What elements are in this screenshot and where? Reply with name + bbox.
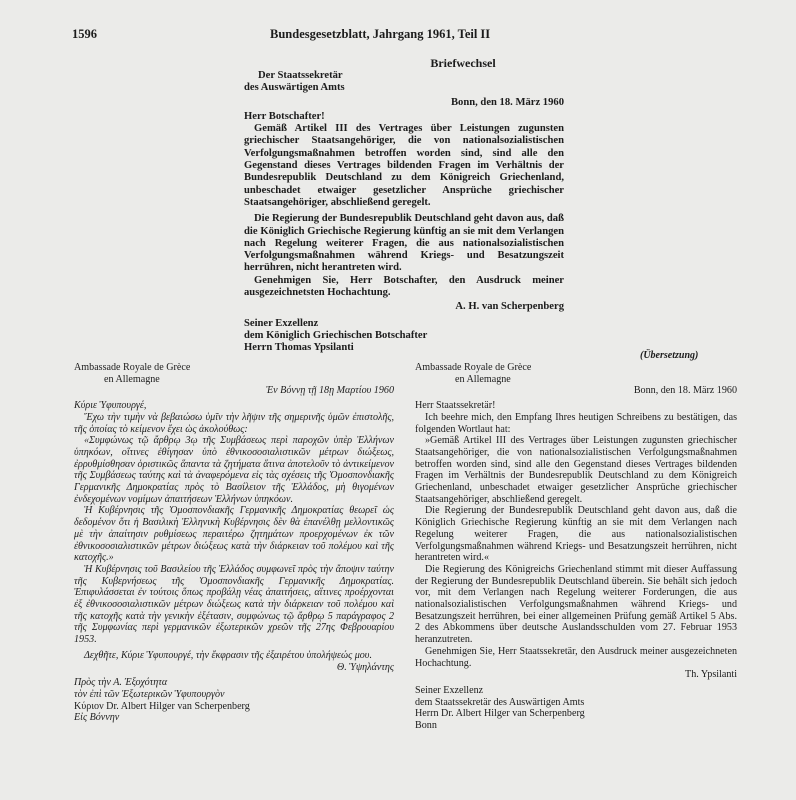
letter-date: Bonn, den 18. März 1960 bbox=[450, 96, 564, 108]
letter-paragraph: »Gemäß Artikel III des Vertrages über Leistungen zugunsten griechischer Staatsangehöriger, die von nationalsozialistischen Verfolgungsmaßnahmen betroffen worden sind, sind alle den Gegenstand dieses Vertrages bildenden Fragen im Verhältnis der Bundesrepublik Deutschland zu dem Königreich Griechenland, unbeschadet etwaiger gesetzlicher Ansprüche griechischer Staatsangehöriger, abschließend geregelt. bbox=[415, 435, 737, 505]
greek-letter bbox=[74, 362, 394, 724]
letter-paragraph: Genehmigen Sie, Herr Botschafter, den Ausdruck meiner ausgezeichnetsten Hochachtung. bbox=[244, 274, 564, 299]
german-letter bbox=[244, 70, 564, 355]
salutation: Herr Botschafter! bbox=[244, 110, 325, 122]
gazette-title: Bundesgesetzblatt, Jahrgang 1961, Teil II bbox=[270, 27, 491, 41]
addressee-line: τὸν ἐπὶ τῶν Ἐξωτερικῶν Ὑφυπουργὸν bbox=[74, 688, 225, 700]
letter-date: Ἐν Βόννῃ τῇ 18ῃ Μαρτίου 1960 bbox=[266, 385, 394, 397]
signature: Th. Ypsilanti bbox=[685, 669, 737, 681]
addressee-line: Herrn Thomas Ypsilanti bbox=[244, 342, 354, 354]
letter-paragraph: Ich beehre mich, den Empfang Ihres heutigen Schreibens zu bestätigen, das folgenden Wortlaut hat: bbox=[415, 411, 737, 435]
letter-paragraph: «Συμφώνως τῷ ἄρθρῳ 3ῳ τῆς Συμβάσεως περὶ παροχῶν ὑπὲρ Ἑλλήνων ὑπηκόων, οἵτινες ἐθίγησαν ὑπὸ ἐθνικοσοσιαλιστικῶν μέτρων διώξεως, ἐρρυθμίσθησαν ὁριστικῶς ἅπαντα τὰ ζητήματα ἅτινα ἀποτελοῦν τὸ ἀντικείμενον τῆς Συμβάσεως ταύτης καὶ τὰ ἀναφερόμενα εἰς τὰς σχέσεις τῆς Ὁμοσπονδιακῆς Γερμανικῆς Δημοκρατίας πρὸς τὸ Βασίλειον τῆς Ἑλλάδος, μὴ θιγομένων ἐνδεχομένων νομίμων ἀπαιτήσεων Ἑλλήνων ὑπηκόων. bbox=[74, 435, 394, 505]
salutation: Κύριε Ὑφυπουργέ, bbox=[74, 400, 147, 412]
salutation: Herr Staatssekretär! bbox=[415, 400, 496, 412]
addressee-line: dem Königlich Griechischen Botschafter bbox=[244, 329, 428, 341]
addressee-line: Seiner Exzellenz bbox=[415, 684, 484, 696]
addressee-line: Bonn bbox=[415, 720, 437, 732]
letter-paragraph: Die Regierung der Bundesrepublik Deutschland geht davon aus, daß die Königlich Griechische Regierung künftig an sie mit dem Verlangen nach Regelung weiterer Fragen, die aus nationalsozialistischen Verfolgungsmaßnahmen während Kriegs- und Besatzungszeit herrühren, nicht herantreten wird.« bbox=[415, 505, 737, 564]
letter-paragraph: Gemäß Artikel III des Vertrages über Leistungen zugunsten griechischer Staatsangehöriger, die von nationalsozialistischen Verfolgungsmaßnahmen betroffen worden sind, sind alle den Gegenstand dieses Vertrages bildenden Fragen im Verhältnis der Bundesrepublik Deutschland zu dem Königreich Griechenland, unbeschadet etwaiger gesetzlicher Ansprüche griechischer Staatsangehöriger, abschließend geregelt. bbox=[244, 123, 564, 208]
addressee-line: dem Staatssekretär des Auswärtigen Amts bbox=[415, 696, 585, 708]
letter-paragraph: Δεχθῆτε, Κύριε Ὑφυπουργέ, τὴν ἔκφρασιν τῆς ἐξαιρέτου ὑπολήψεώς μου. bbox=[84, 649, 372, 661]
signature: Θ. Ὑψηλάντης bbox=[336, 661, 394, 673]
addressee-line: Κύριον Dr. Albert Hilger van Scherpenberg bbox=[74, 700, 250, 712]
german-translation bbox=[415, 362, 737, 732]
page-number: 1596 bbox=[72, 27, 97, 41]
addressee-line: Seiner Exzellenz bbox=[244, 317, 319, 329]
section-title: Briefwechsel bbox=[430, 56, 496, 70]
addressee-line: Herrn Dr. Albert Hilger van Scherpenberg bbox=[415, 708, 585, 720]
letter-paragraph: Genehmigen Sie, Herr Staatssekretär, den Ausdruck meiner ausgezeichneten Hochachtung. bbox=[415, 645, 737, 669]
addressee-line: Εἰς Βόννην bbox=[74, 712, 120, 724]
sender-line: Der Staatssekretär bbox=[258, 70, 343, 81]
addressee-line: Πρὸς τὴν Α. Ἐξοχότητα bbox=[74, 677, 168, 689]
letter-paragraph: Die Regierung des Königreichs Griechenland stimmt mit dieser Auffassung der Regierung der Bundesrepublik Deutschland überein. Sie behält sich jedoch vor, mit dem Verlangen nach Regelung weiterer Forderungen, die aus nationalsozialistischen Verfolgungsmaßnahmen während Kriegs- und Besatzungszeit herrühren, bei einer allgemeinen Prüfung gemäß Artikel 5 Abs. 2 des Abkommens über deutsche Auslandsschulden vom 27. Februar 1953 heranzutreten. bbox=[415, 563, 737, 646]
sender-line: en Allemagne bbox=[455, 373, 511, 385]
letter-paragraph: Die Regierung der Bundesrepublik Deutschland geht davon aus, daß die Königlich Griechische Regierung künftig an sie mit dem Verlangen nach Regelung weiterer Fragen, die aus nationalsozialistischen Verfolgungsmaßnahmen während Kriegs- und Besatzungszeit herrühren, nicht herantreten wird. bbox=[244, 213, 564, 274]
sender-line: en Allemagne bbox=[104, 373, 160, 385]
sender-line: Ambassade Royale de Grèce bbox=[74, 362, 191, 373]
letter-paragraph: Ἡ Κυβέρνησις τῆς Ὁμοσπονδιακῆς Γερμανικῆς Δημοκρατίας θεωρεῖ ὡς δεδομένον ὅτι ἡ Βασιλικὴ Ἑλληνικὴ Κυβέρνησις δὲν θὰ ἐπανέλθῃ μελλοντικῶς μὲ τὴν ἀπαίτησιν ρυθμίσεως περαιτέρω ζητημάτων προερχομένων ἐκ τῶν ἐθνικοσοσιαλιστικῶν μέτρων διώξεως κατὰ τὴν διάρκειαν τοῦ πολέμου καὶ τῆς κατοχῆς.» bbox=[74, 505, 394, 564]
letter-date: Bonn, den 18. März 1960 bbox=[633, 385, 737, 397]
translation-label: (Übersetzung) bbox=[640, 350, 699, 361]
sender-line: des Auswärtigen Amts bbox=[244, 82, 345, 94]
signature: A. H. van Scherpenberg bbox=[455, 301, 564, 313]
sender-line: Ambassade Royale de Grèce bbox=[415, 362, 532, 373]
letter-paragraph: Ἔχω τὴν τιμὴν νὰ βεβαιώσω ὑμῖν τὴν λῆψιν τῆς σημερινῆς ὑμῶν ἐπιστολῆς, τῆς ὁποίας τὸ κείμενον ἔχει ὡς ἀκολούθως: bbox=[74, 411, 394, 435]
letter-paragraph: Ἡ Κυβέρνησις τοῦ Βασιλείου τῆς Ἑλλάδος συμφωνεῖ πρὸς τὴν ἄποψιν ταύτην τῆς Κυβερνήσεως τῆς Ὁμοσπονδιακῆς Γερμανικῆς Δημοκρατίας. Ἐπιφυλάσσεται ἐν τούτοις ὅπως προβάλῃ νέας ἀπαιτήσεις, αἵτινες προέρχονται ἐξ ἐθνικοσοσιαλιστικῶν μέτρων διώξεως κατὰ τὴν διάρκειαν τοῦ πολέμου καὶ τῆς κατοχῆς κατὰ τὴν γενικὴν ἐξέτασιν, συμφώνως τῷ ἄρθρῳ 5 παράγραφος 2 τῆς Συμφωνίας περὶ γερμανικῶν ἐξωτερικῶν χρεῶν τῆς 27ης Φεβρουαρίου 1953. bbox=[74, 563, 394, 646]
